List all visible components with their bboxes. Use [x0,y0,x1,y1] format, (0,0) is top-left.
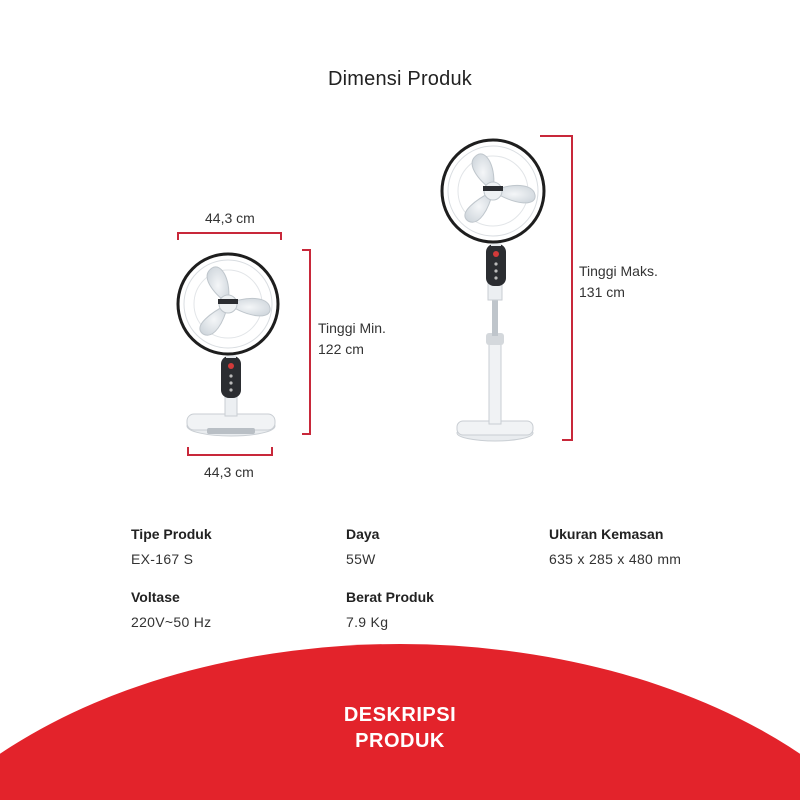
spec-product-type [131,526,212,567]
page-title: Dimensi Produk [328,68,472,90]
spec-value: 55W [346,551,376,567]
spec-voltage [131,589,211,630]
dimension-lines-right [540,136,572,440]
height-min-caption: Tinggi Min. [318,320,386,336]
description-line-1: DESKRIPSI [343,704,457,726]
spec-package-size [549,526,681,567]
height-min-label [318,318,386,360]
spec-value: 220V~50 Hz [131,614,212,630]
description-button[interactable] [0,702,800,754]
spec-label: Voltase [131,589,180,605]
height-max-label [579,261,658,303]
fan-max-height-image [442,140,544,441]
spec-value: 7.9 Kg [346,614,389,630]
width-top-label: 44,3 cm [205,210,255,226]
spec-value: 635 x 285 x 480 mm [549,551,682,567]
spec-label: Daya [346,526,380,542]
width-bottom-label: 44,3 cm [204,464,254,480]
fan-min-height-image [178,254,278,436]
height-max-caption: Tinggi Maks. [579,263,658,279]
height-max-value: 131 cm [579,284,625,300]
spec-weight [346,589,434,630]
height-min-value: 122 cm [318,341,364,357]
spec-label: Tipe Produk [131,526,212,542]
spec-power [346,526,379,567]
description-line-2: PRODUK [355,730,445,752]
spec-label: Berat Produk [346,589,434,605]
spec-label: Ukuran Kemasan [549,526,664,542]
spec-value: EX-167 S [131,551,194,567]
